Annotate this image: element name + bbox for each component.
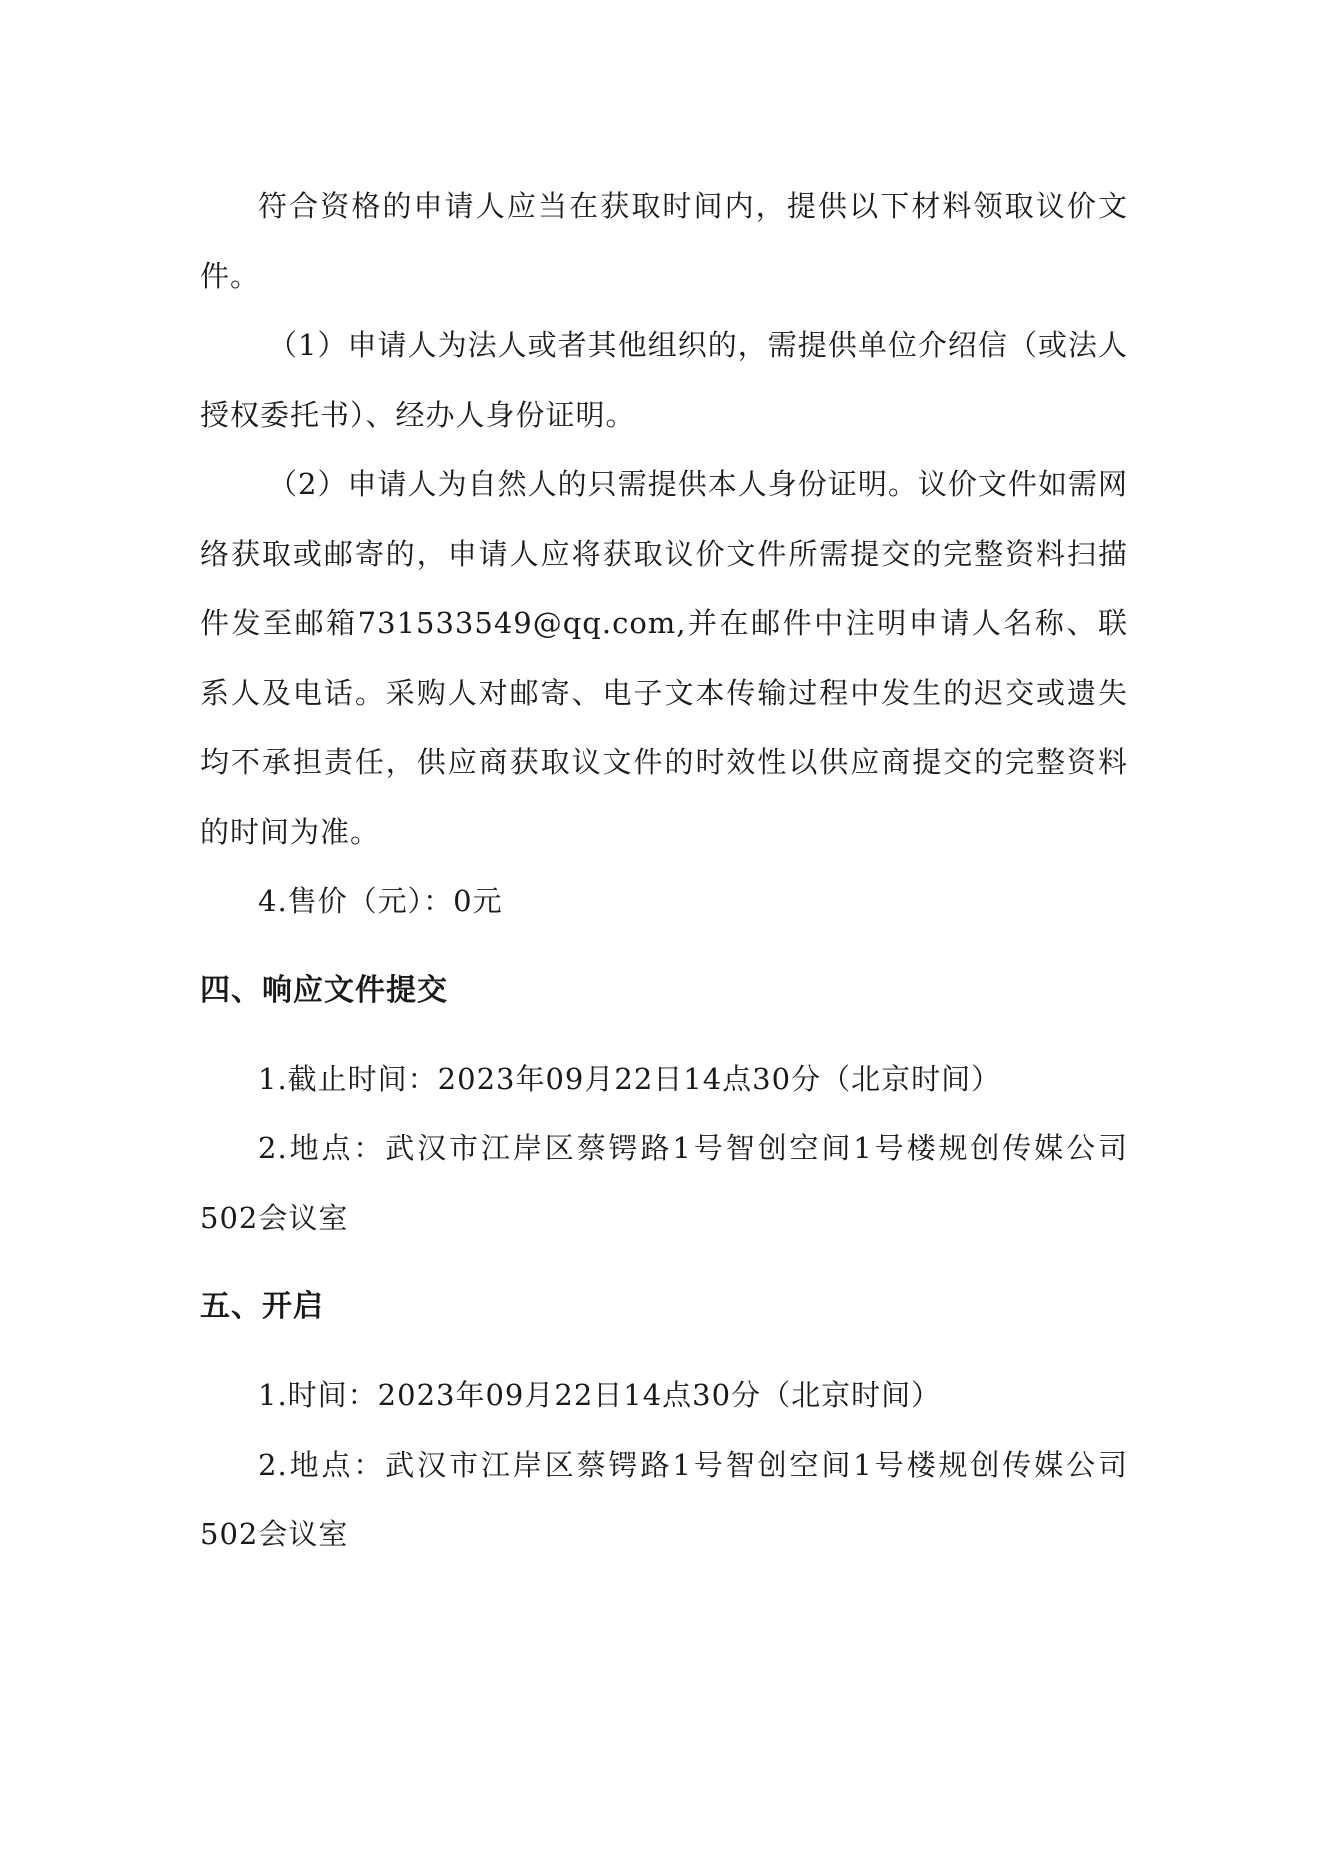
opening-time: 1.时间：2023年09月22日14点30分（北京时间） [258,1378,942,1412]
submission-location: 2.地点：武汉市江岸区蔡锷路1号智创空间1号楼规创传媒公司502会议室 [200,1131,1128,1235]
section-heading-submission: 四、响应文件提交 [200,972,448,1008]
opening-location: 2.地点：武汉市江岸区蔡锷路1号智创空间1号楼规创传媒公司502会议室 [200,1447,1128,1551]
paragraph-natural-person: （2）申请人为自然人的只需提供本人身份证明。议价文件如需网络获取或邮寄的，申请人应将获取议价文件所需提交的完整资料扫描件发至邮箱731533549@qq.com,并在邮件中注明申请人名称、联系人及电话。采购人对邮寄、电子文本传输过程中发生的迟交或遗失均不承担责任，供应商获取议文件的时效性以供应商提交的完整资料的时间为准。 [200,467,1128,849]
paragraph-materials-intro: 符合资格的申请人应当在获取时间内，提供以下材料领取议价文件。 [200,189,1128,293]
submission-deadline: 1.截止时间：2023年09月22日14点30分（北京时间） [258,1061,1002,1096]
paragraph-legal-person: （1）申请人为法人或者其他组织的，需提供单位介绍信（或法人授权委托书）、经办人身份证明。 [200,328,1128,432]
section-opening [200,1273,1128,1570]
section-response-submission [200,957,1128,1254]
document-body [200,172,1128,1570]
section-heading-opening: 五、开启 [200,1289,324,1324]
paragraph-price: 4.售价（元）：0元 [258,884,503,918]
